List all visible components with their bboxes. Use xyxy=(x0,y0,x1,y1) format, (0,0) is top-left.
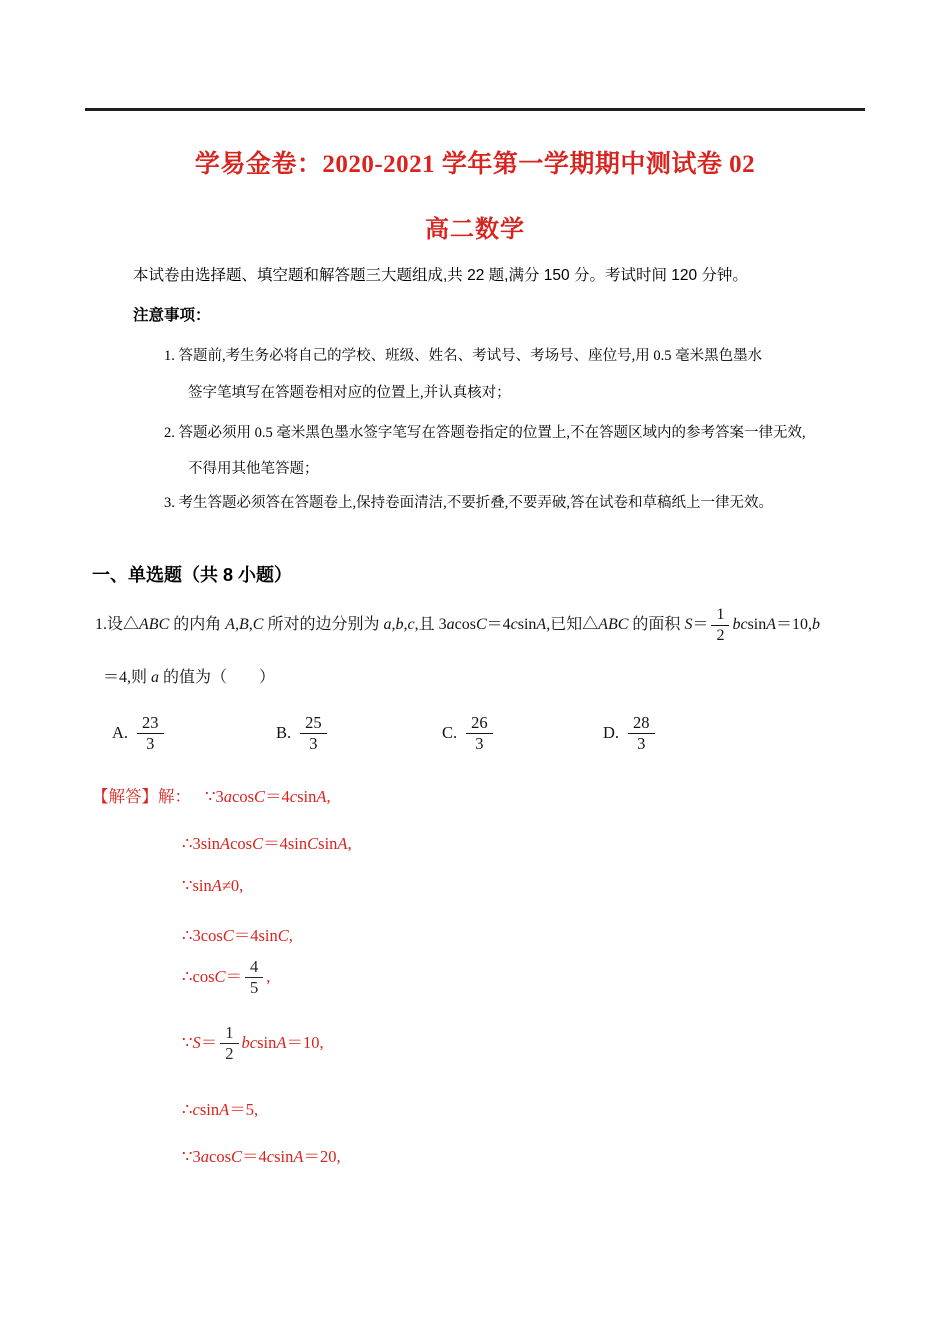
text-segment: a xyxy=(223,787,232,806)
text-segment: ＝10, xyxy=(776,616,813,634)
fraction: $\frac{1}{2}$ xyxy=(220,1024,238,1064)
text-segment: ∵ xyxy=(182,876,193,895)
text-segment: 的面积 xyxy=(628,616,685,634)
option-b-label: B. xyxy=(276,722,292,742)
text-segment: sin xyxy=(199,1100,220,1119)
exam-intro: 本试卷由选择题、填空题和解答题三大题组成,共 22 题,满分 150 分。考试时间 120 分钟。 xyxy=(133,267,748,284)
option-a-fraction: $\frac{23}{3}$ xyxy=(137,714,164,754)
text-segment: 3 xyxy=(192,1147,201,1166)
text-segment: a xyxy=(200,1147,209,1166)
question-1-line-1 xyxy=(95,606,875,645)
question-1-line-2 xyxy=(103,664,275,687)
text-segment: 的内角 xyxy=(169,616,226,634)
text-segment: , xyxy=(288,926,293,945)
text-segment: ∵ xyxy=(182,1147,193,1166)
notice-item-3-line-1: 3. 考生答题必须答在答题卷上,保持卷面清洁,不要折叠,不要弄破,答在试卷和草稿纸上一律无效。 xyxy=(164,495,773,511)
text-segment: cos xyxy=(209,1147,231,1166)
section-heading: 一、单选题（共 8 小题） xyxy=(92,565,293,585)
text-segment: 【解答】 xyxy=(92,787,158,806)
text-segment: ABC xyxy=(598,616,629,634)
text-segment: 1.设△ xyxy=(95,616,140,634)
solution-line-3 xyxy=(182,876,243,896)
text-segment: C xyxy=(214,966,226,986)
text-segment: b xyxy=(812,616,821,634)
text-segment: C xyxy=(222,926,234,945)
notice-item-2-line-2: 不得用其他笔答题； xyxy=(188,461,319,477)
text-segment: sin xyxy=(318,834,338,853)
text-segment: A xyxy=(536,616,547,634)
text-segment: ,且 xyxy=(414,616,439,634)
text-segment: ＝5, xyxy=(229,1100,259,1119)
text-segment: A,B,C xyxy=(225,616,264,634)
text-segment: sin xyxy=(297,787,317,806)
notice-item-1-line-2: 签字笔填写在答题卷相对应的位置上,并认真核对； xyxy=(188,385,511,401)
option-d-fraction: $\frac{28}{3}$ xyxy=(628,714,655,754)
text-segment: ∴ xyxy=(182,926,193,945)
text-segment: A xyxy=(293,1147,304,1166)
text-segment: ＝4 xyxy=(486,616,511,634)
text-segment: 的值为（ ） xyxy=(159,669,276,686)
text-segment: A xyxy=(219,1100,230,1119)
text-segment: ,已知△ xyxy=(546,616,599,634)
option-b xyxy=(276,714,330,754)
text-segment: a xyxy=(446,616,455,634)
notice-item-2-line-1: 2. 答题必须用 0.5 毫米黑色墨水签字笔写在答题卷指定的位置上,不在答题区域内的参考答案一律无效, xyxy=(164,425,806,441)
text-segment: A xyxy=(316,787,327,806)
text-segment: sin xyxy=(274,1147,294,1166)
text-segment: A xyxy=(766,616,777,634)
text-segment: ∴ xyxy=(182,1100,193,1119)
text-segment: C xyxy=(231,1147,243,1166)
text-segment: sin xyxy=(747,616,767,634)
text-segment: , xyxy=(326,787,331,806)
text-segment: S xyxy=(192,1032,201,1052)
option-a-label: A. xyxy=(112,722,129,742)
option-c xyxy=(442,714,496,754)
text-segment: ＝4 xyxy=(242,1147,267,1166)
fraction: $\frac{1}{2}$ xyxy=(711,606,729,645)
option-c-label: C. xyxy=(442,722,458,742)
solution-line-8 xyxy=(182,1143,341,1167)
text-segment: ＝4sin xyxy=(263,834,308,853)
text-segment: ABC xyxy=(139,616,170,634)
text-segment: 所对的边分别为 xyxy=(263,616,384,634)
text-segment: bc xyxy=(732,616,748,634)
solution-line-4 xyxy=(182,922,293,946)
option-b-fraction: $\frac{25}{3}$ xyxy=(300,714,327,754)
text-segment: sin xyxy=(192,876,212,895)
page-title: 学易金卷：2020-2021 学年第一学期期中测试卷 02 xyxy=(194,151,756,178)
text-segment: C xyxy=(307,834,319,853)
text-segment: c xyxy=(266,1147,275,1166)
text-segment: c xyxy=(510,616,518,634)
text-segment: A xyxy=(220,834,231,853)
text-segment: , xyxy=(266,966,271,986)
text-segment: 3cos xyxy=(192,926,223,945)
solution-line-5 xyxy=(182,958,270,998)
page-subtitle: 高二数学 xyxy=(425,217,525,243)
fraction: $\frac{4}{5}$ xyxy=(245,958,263,998)
text-segment: A xyxy=(276,1032,287,1052)
text-segment: cos xyxy=(232,787,254,806)
option-a xyxy=(112,714,167,754)
solution-line-6 xyxy=(182,1024,324,1064)
text-segment: C xyxy=(277,926,289,945)
text-segment: 则 xyxy=(131,669,152,686)
text-segment: 3sin xyxy=(192,834,221,853)
text-segment: cos xyxy=(454,616,476,634)
text-segment: ∵ xyxy=(205,787,216,806)
text-segment: ＝ xyxy=(692,616,709,634)
text-segment: sin xyxy=(257,1032,277,1052)
text-segment: cos xyxy=(230,834,253,853)
text-segment: ∴ xyxy=(182,834,193,853)
text-segment: ＝ xyxy=(200,1032,218,1052)
text-segment: bc xyxy=(241,1032,258,1052)
text-segment: ≠0, xyxy=(221,876,244,895)
text-segment: c xyxy=(289,787,298,806)
text-segment: ＝10, xyxy=(286,1032,324,1052)
text-segment: ＝4, xyxy=(103,669,132,686)
text-segment: A xyxy=(211,876,222,895)
option-c-fraction: $\frac{26}{3}$ xyxy=(466,714,493,754)
text-segment: 解： xyxy=(158,787,191,806)
text-segment: ∵ xyxy=(182,1032,193,1052)
text-segment: S xyxy=(684,616,693,634)
text-segment: ∴ xyxy=(182,966,193,986)
solution-line-1 xyxy=(92,783,331,807)
text-segment: ＝4 xyxy=(265,787,290,806)
option-d xyxy=(603,714,658,754)
solution-line-7 xyxy=(182,1096,258,1120)
text-segment: a xyxy=(151,669,160,686)
text-segment: c xyxy=(192,1100,200,1119)
text-segment: , xyxy=(347,834,352,853)
text-segment: C xyxy=(254,787,266,806)
text-segment: C xyxy=(475,616,487,634)
text-segment: cos xyxy=(192,966,215,986)
solution-line-2 xyxy=(182,830,352,854)
text-segment: A xyxy=(337,834,348,853)
text-segment: sin xyxy=(517,616,537,634)
header-divider xyxy=(85,108,865,111)
option-d-label: D. xyxy=(603,722,620,742)
notice-item-1-line-1: 1. 答题前,考生务必将自己的学校、班级、姓名、考试号、考场号、座位号,用 0.5 毫米黑色墨水 xyxy=(164,348,763,364)
text-segment: ＝4sin xyxy=(233,926,278,945)
text-segment: ＝20, xyxy=(303,1147,341,1166)
text-segment: C xyxy=(252,834,264,853)
notice-heading: 注意事项： xyxy=(133,307,211,324)
text-segment: 3 xyxy=(215,787,224,806)
text-segment: ＝ xyxy=(225,966,243,986)
text-segment: a,b,c xyxy=(383,616,415,634)
text-segment: 3 xyxy=(438,616,447,634)
